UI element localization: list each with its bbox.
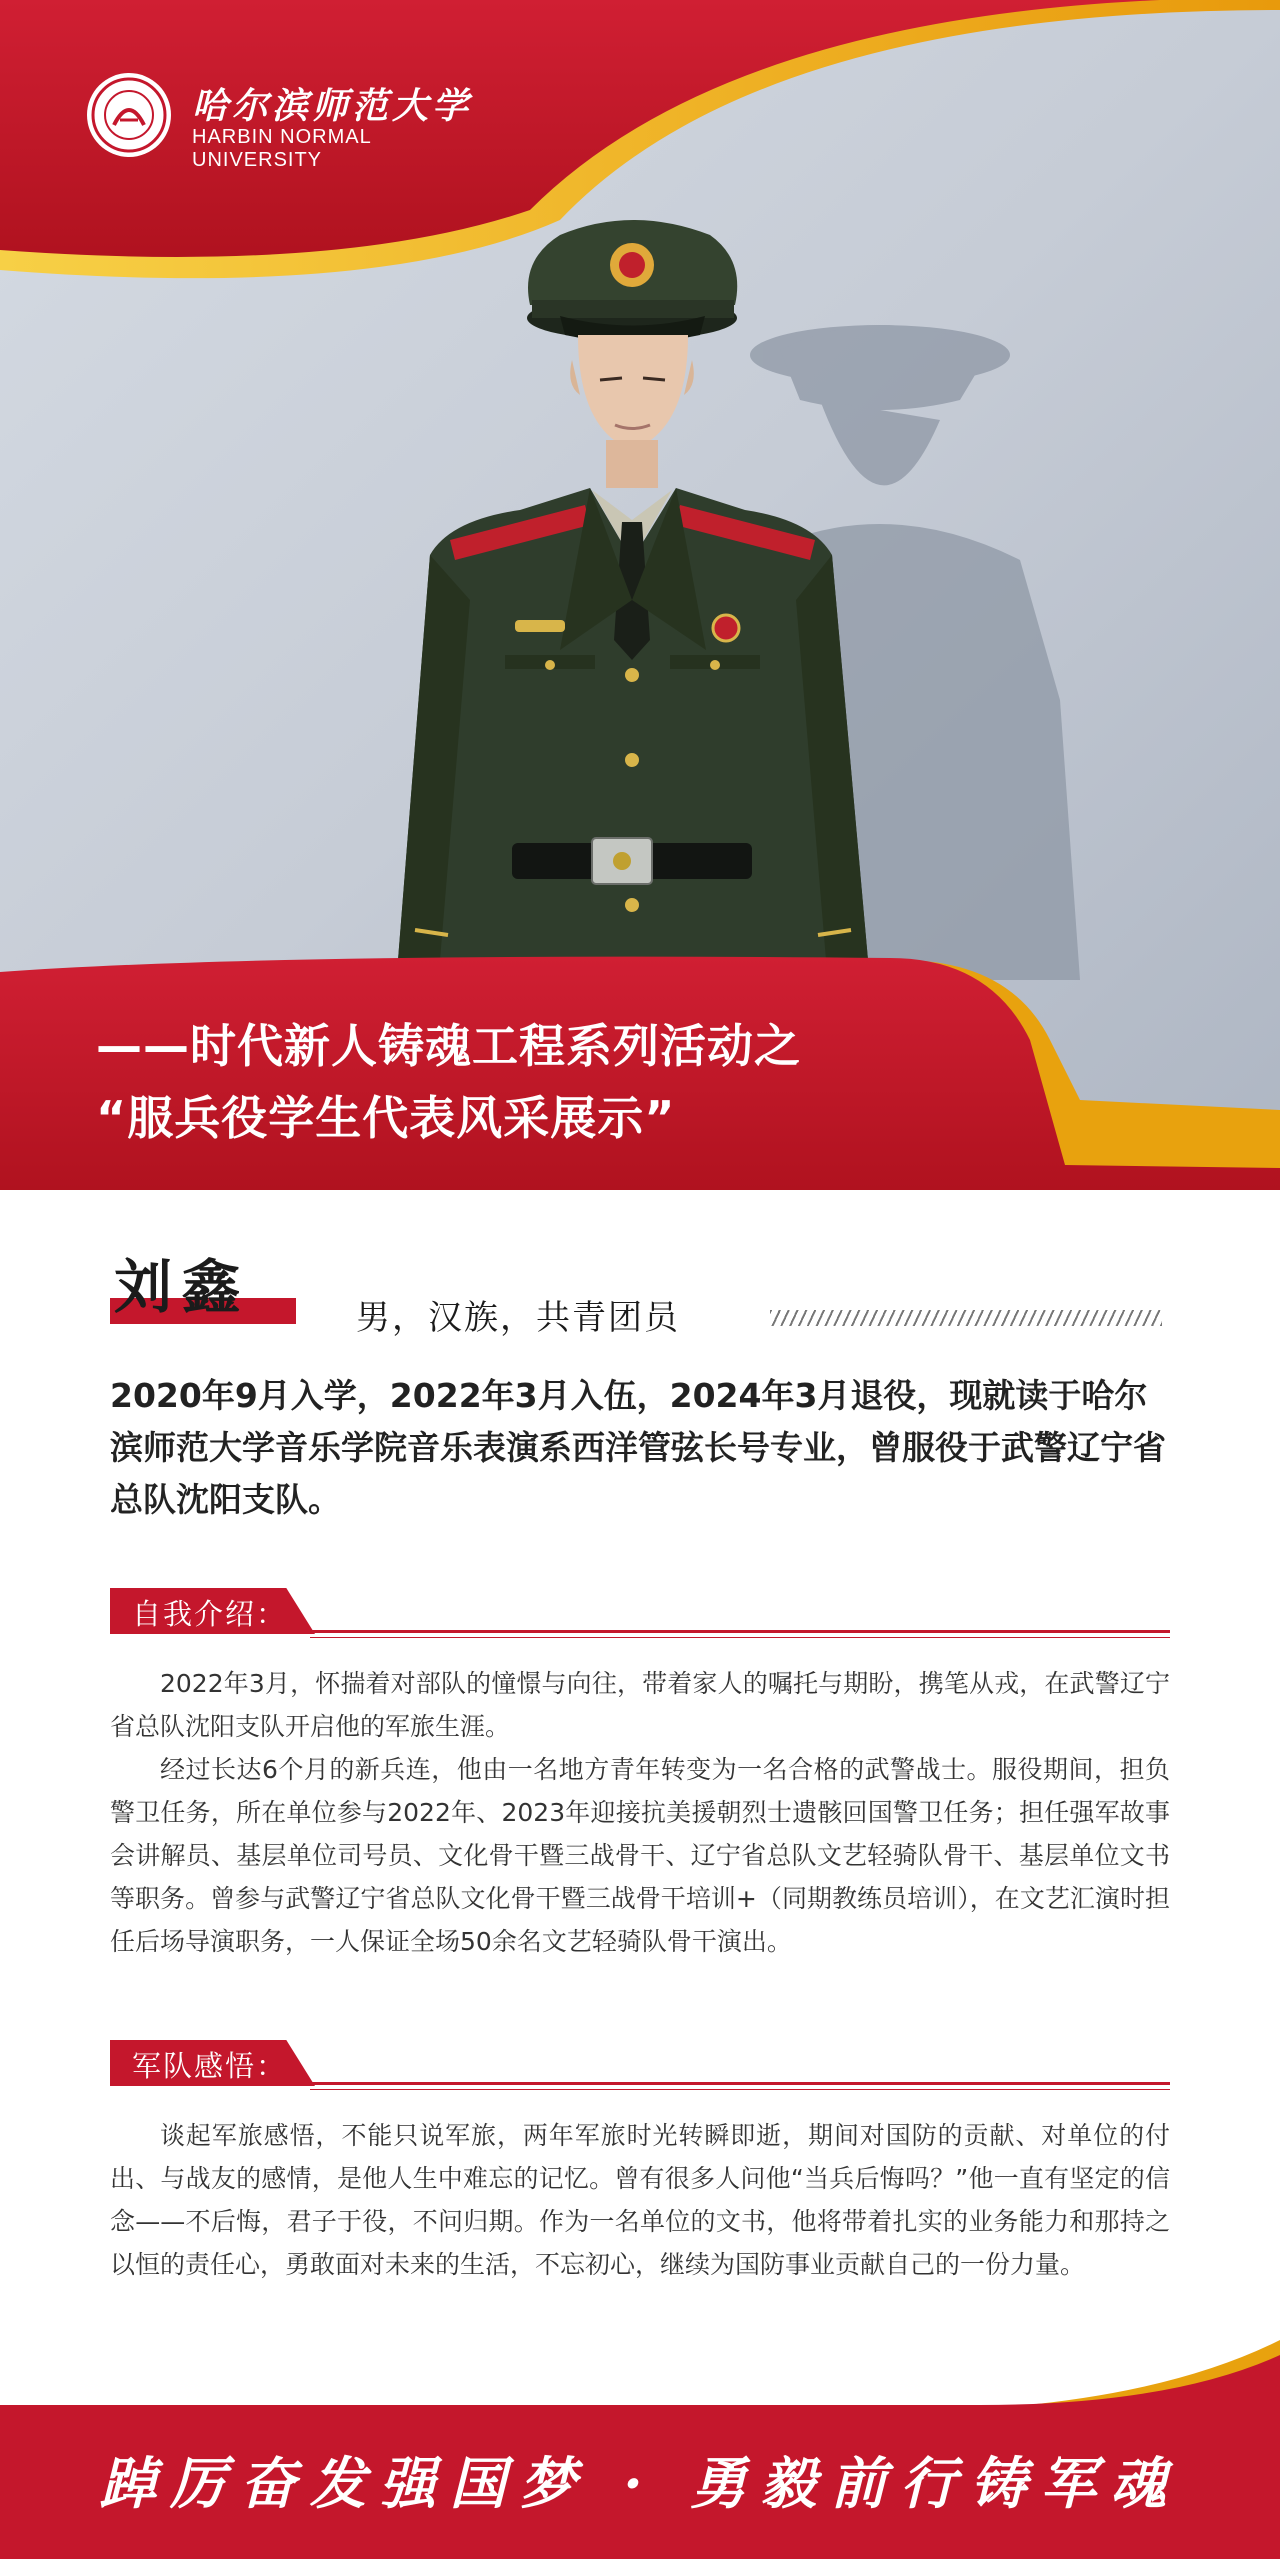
section-header-reflection: [110, 2040, 1170, 2092]
event-banner: [96, 1010, 996, 1154]
decorative-hatch: [770, 1310, 1162, 1326]
section-divider: [310, 1630, 1170, 1633]
section-title: 军队感悟：: [132, 2049, 288, 2083]
footer-band: [0, 2300, 1280, 2559]
banner-line-2: “服兵役学生代表风采展示”: [96, 1091, 676, 1145]
university-name-cn: 哈尔滨师范大学: [192, 85, 473, 127]
university-logo: [84, 70, 504, 170]
section-title: 自我介绍：: [132, 1597, 288, 1631]
section-divider: [310, 2082, 1170, 2085]
university-emblem-icon: [84, 70, 174, 160]
hero: [0, 0, 1280, 1190]
section-header-intro: [110, 1588, 1170, 1640]
university-name-en: HARBIN NORMAL UNIVERSITY: [192, 126, 371, 171]
student-summary: 2020年9月入学，2022年3月入伍，2024年3月退役，现就读于哈尔滨师范大学音乐学院音乐表演系西洋管弦长号专业，曾服役于武警辽宁省总队沈阳支队。: [110, 1376, 1166, 1519]
reflection-paragraph: 谈起军旅感悟，不能只说军旅，两年军旅时光转瞬即逝，期间对国防的贡献、对单位的付出、与战友的感情，是他人生中难忘的记忆。曾有很多人问他“当兵后悔吗？”他一直有坚定的信念——不后悔，君子于役，不问归期。作为一名单位的文书，他将带着扎实的业务能力和那持之以恒的责任心，勇敢面对未来的生活，不忘初心，继续为国防事业贡献自己的一份力量。: [110, 2121, 1170, 2279]
student-name: 刘鑫: [114, 1253, 251, 1321]
banner-line-1: ——时代新人铸魂工程系列活动之: [96, 1019, 801, 1073]
intro-paragraph-1: 2022年3月，怀揣着对部队的憧憬与向往，带着家人的嘱托与期盼，携笔从戎，在武警辽宁省总队沈阳支队开启他的军旅生涯。: [110, 1669, 1170, 1741]
name-block: [110, 1240, 310, 1330]
student-meta: 男，汉族，共青团员: [356, 1298, 680, 1338]
section-divider-thin: [310, 2089, 1170, 2090]
section-divider-thin: [310, 1637, 1170, 1638]
footer-slogan: 踔厉奋发强国梦 · 勇毅前行铸军魂: [99, 2451, 1181, 2517]
intro-paragraph-2: 经过长达6个月的新兵连，他由一名地方青年转变为一名合格的武警战士。服役期间，担负警卫任务，所在单位参与2022年、2023年迎接抗美援朝烈士遗骸回国警卫任务；担任强军故事会讲解员、基层单位司号员、文化骨干暨三战骨干、辽宁省总队文艺轻骑队骨干、基层单位文书等职务。曾参与武警辽宁省总队文化骨干暨三战骨干培训+（同期教练员培训），在文艺汇演时担任后场导演职务，一人保证全场50余名文艺轻骑队骨干演出。: [110, 1755, 1170, 1956]
